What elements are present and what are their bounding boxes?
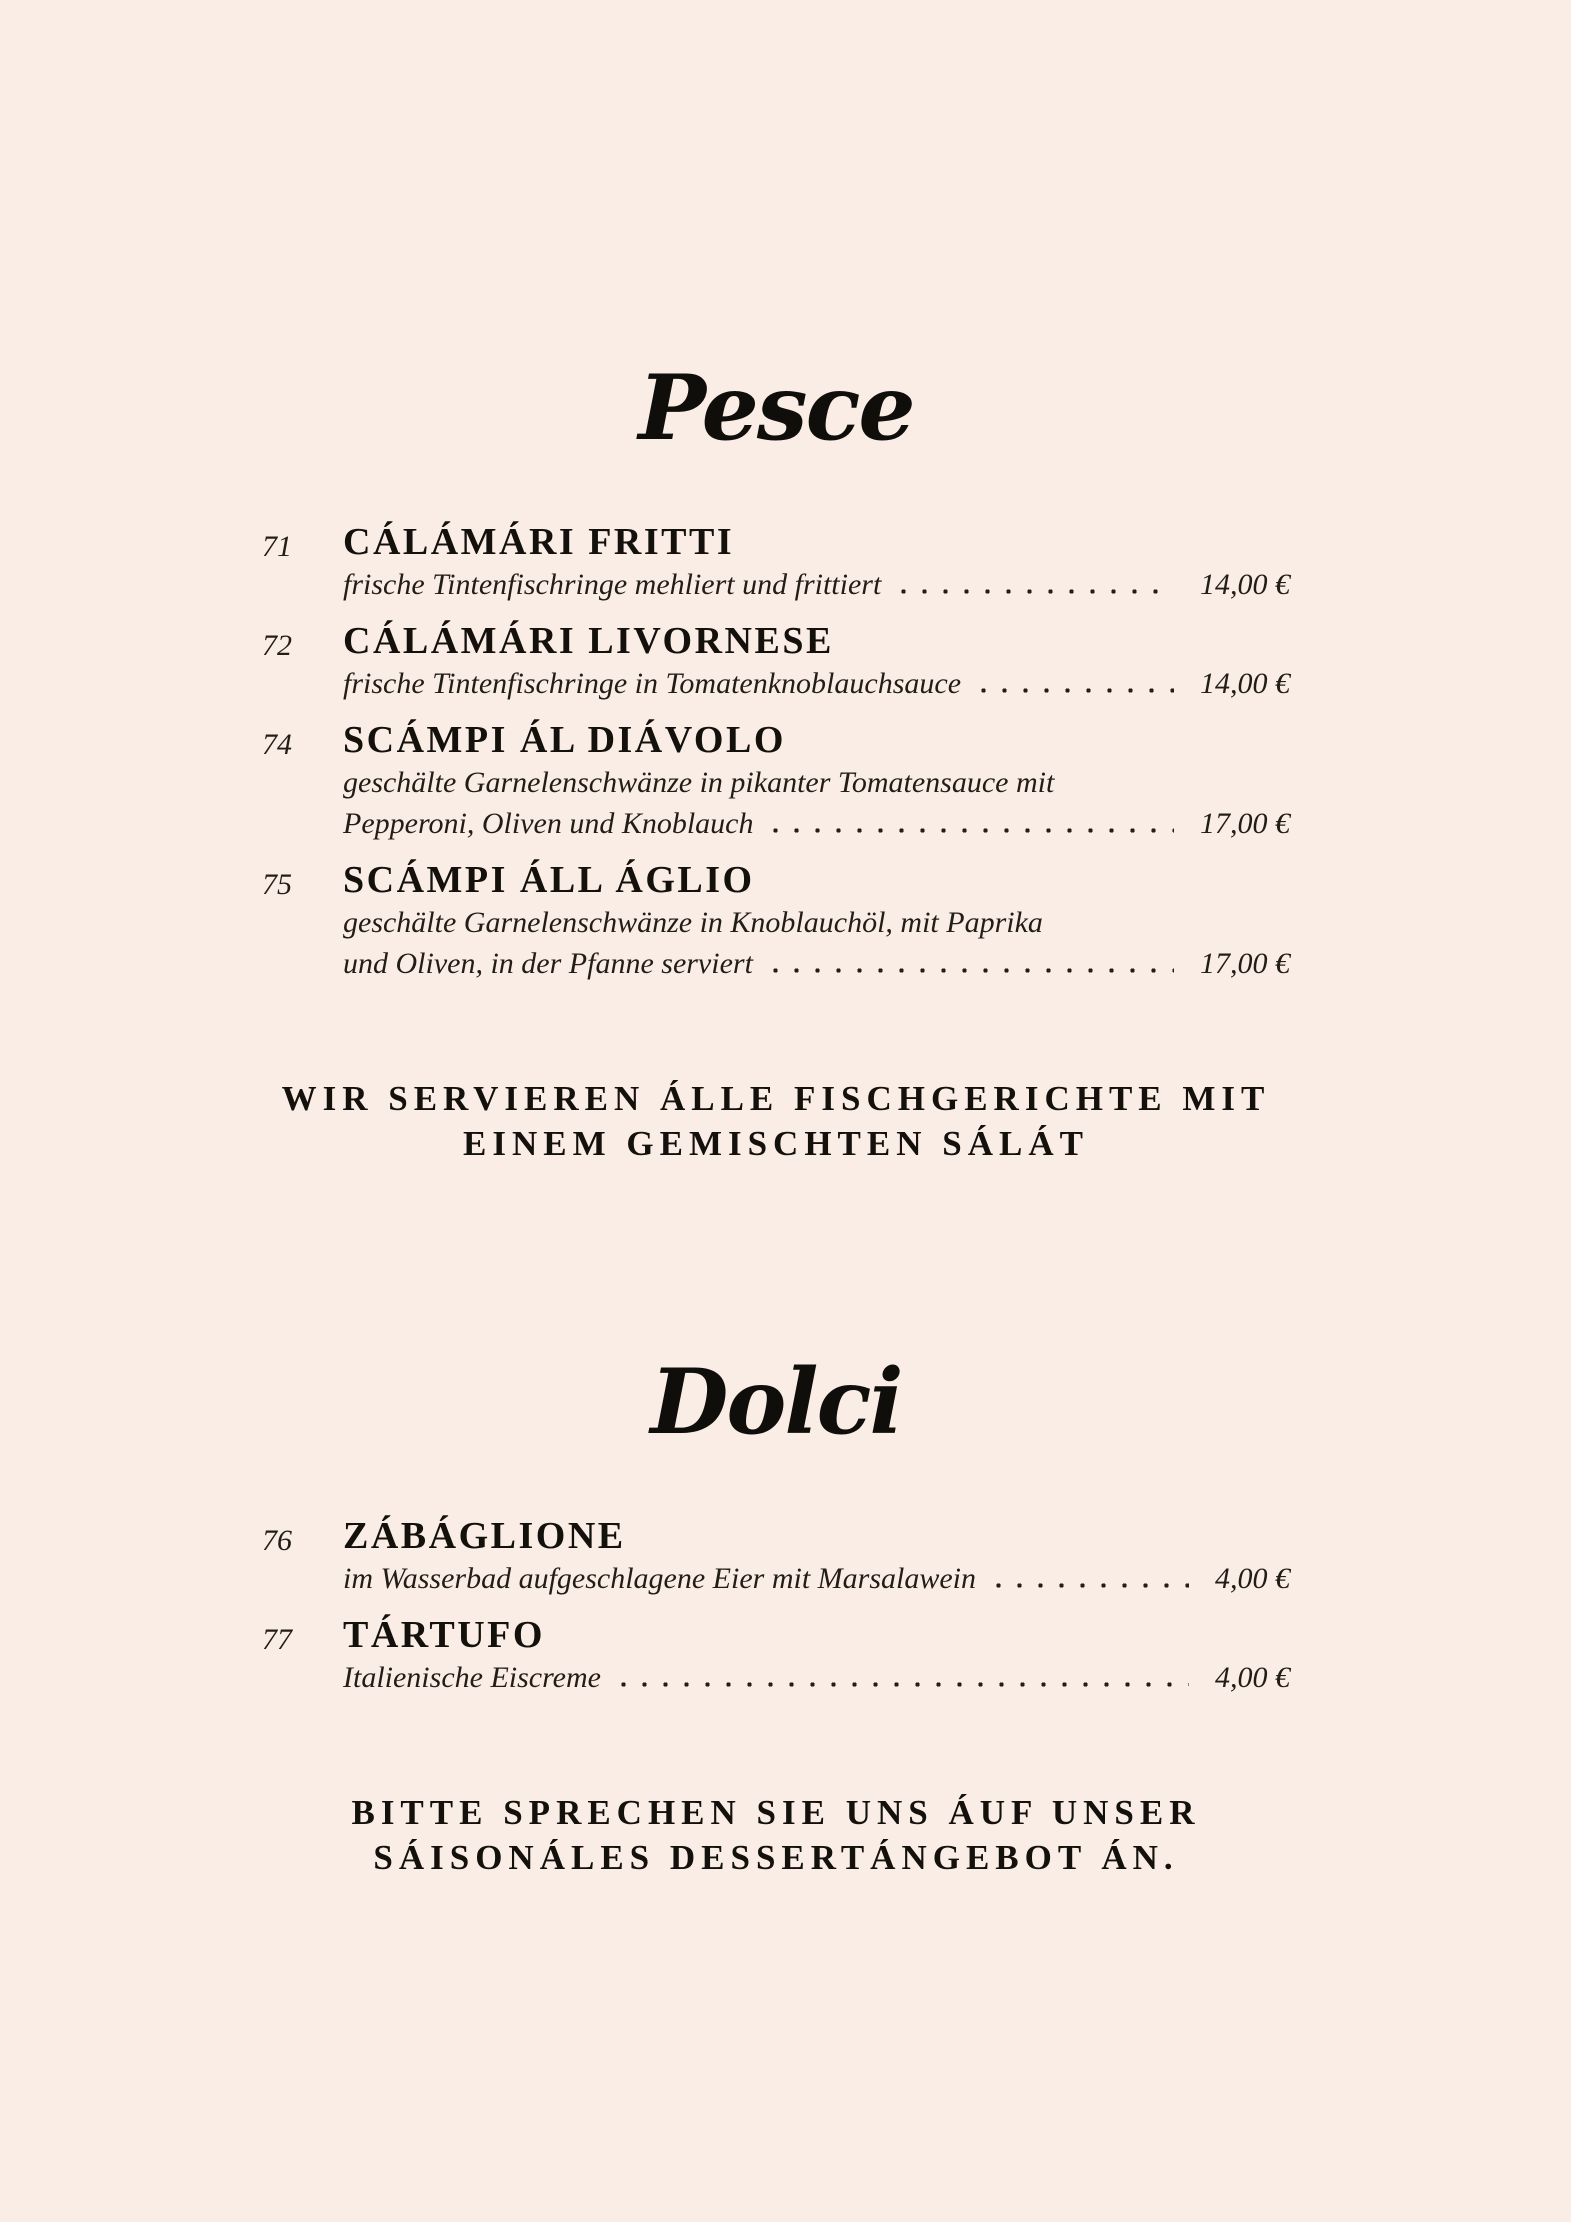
- item-description-row: [343, 564, 1290, 605]
- dot-leader: [773, 803, 1174, 844]
- item-description: geschälte Garnelenschwänze in Knoblauchöl, mit Paprika: [343, 906, 1043, 939]
- item-description-row: [343, 1657, 1290, 1698]
- section-title-dolci: Dolci: [650, 1349, 902, 1455]
- item-name: TÁRTUFO: [343, 1614, 545, 1656]
- section-title-pesce: Pesce: [638, 355, 914, 461]
- item-price: 17,00 €: [1200, 947, 1290, 980]
- item-number: 74: [262, 728, 292, 761]
- item-description-row: [343, 663, 1290, 704]
- item-description-row: [343, 762, 1290, 803]
- item-description-row: [343, 803, 1290, 844]
- menu-item: [262, 619, 1290, 704]
- item-body: [343, 1613, 1290, 1698]
- item-description: Pepperoni, Oliven und Knoblauch: [343, 807, 754, 840]
- item-description: geschälte Garnelenschwänze in pikanter Tomatensauce mit: [343, 766, 1055, 799]
- section-notice-dessert: [262, 1790, 1290, 1880]
- item-name: CÁLÁMÁRI FRITTI: [343, 521, 735, 563]
- item-description: im Wasserbad aufgeschlagene Eier mit Marsalawein: [343, 1562, 977, 1595]
- dot-leader: [621, 1657, 1189, 1698]
- item-number: 77: [262, 1623, 292, 1656]
- item-price: 4,00 €: [1215, 1562, 1290, 1595]
- item-price: 14,00 €: [1200, 568, 1290, 601]
- dot-leader: [773, 943, 1174, 984]
- notice-line: BITTE SPRECHEN SIE UNS ÁUF UNSER: [351, 1793, 1201, 1832]
- item-number: 75: [262, 868, 292, 901]
- item-body: [343, 858, 1290, 984]
- notice-line: EINEM GEMISCHTEN SÁLÁT: [463, 1124, 1089, 1163]
- menu-item: [262, 1613, 1290, 1698]
- item-name: CÁLÁMÁRI LIVORNESE: [343, 620, 834, 662]
- section-notice-fish: [262, 1076, 1290, 1166]
- notice-line: WIR SERVIEREN ÁLLE FISCHGERICHTE MIT: [281, 1079, 1271, 1118]
- dot-leader: [901, 564, 1174, 605]
- item-body: [343, 520, 1290, 605]
- item-price: 4,00 €: [1215, 1661, 1290, 1694]
- notice-line: SÁISONÁLES DESSERTÁNGEBOT ÁN.: [373, 1838, 1179, 1877]
- menu-item: [262, 520, 1290, 605]
- item-name: SCÁMPI ÁL DIÁVOLO: [343, 719, 786, 761]
- item-description: frische Tintenfischringe in Tomatenknoblauchsauce: [343, 667, 962, 700]
- item-number: 72: [262, 629, 292, 662]
- item-description: frische Tintenfischringe mehliert und frittiert: [343, 568, 882, 601]
- item-body: [343, 718, 1290, 844]
- item-price: 14,00 €: [1200, 667, 1290, 700]
- dot-leader: [981, 663, 1174, 704]
- item-description-row: [343, 943, 1290, 984]
- menu-item: [262, 1514, 1290, 1599]
- item-body: [343, 619, 1290, 704]
- item-number: 76: [262, 1524, 292, 1557]
- item-description-row: [343, 1558, 1290, 1599]
- item-description: und Oliven, in der Pfanne serviert: [343, 947, 753, 980]
- item-number: 71: [262, 530, 292, 563]
- item-name: SCÁMPI ÁLL ÁGLIO: [343, 859, 755, 901]
- menu-item: [262, 718, 1290, 844]
- menu-item: [262, 858, 1290, 984]
- item-description-row: [343, 902, 1290, 943]
- item-name: ZÁBÁGLIONE: [343, 1515, 626, 1557]
- item-price: 17,00 €: [1200, 807, 1290, 840]
- dot-leader: [996, 1558, 1189, 1599]
- item-description: Italienische Eiscreme: [343, 1661, 601, 1694]
- item-body: [343, 1514, 1290, 1599]
